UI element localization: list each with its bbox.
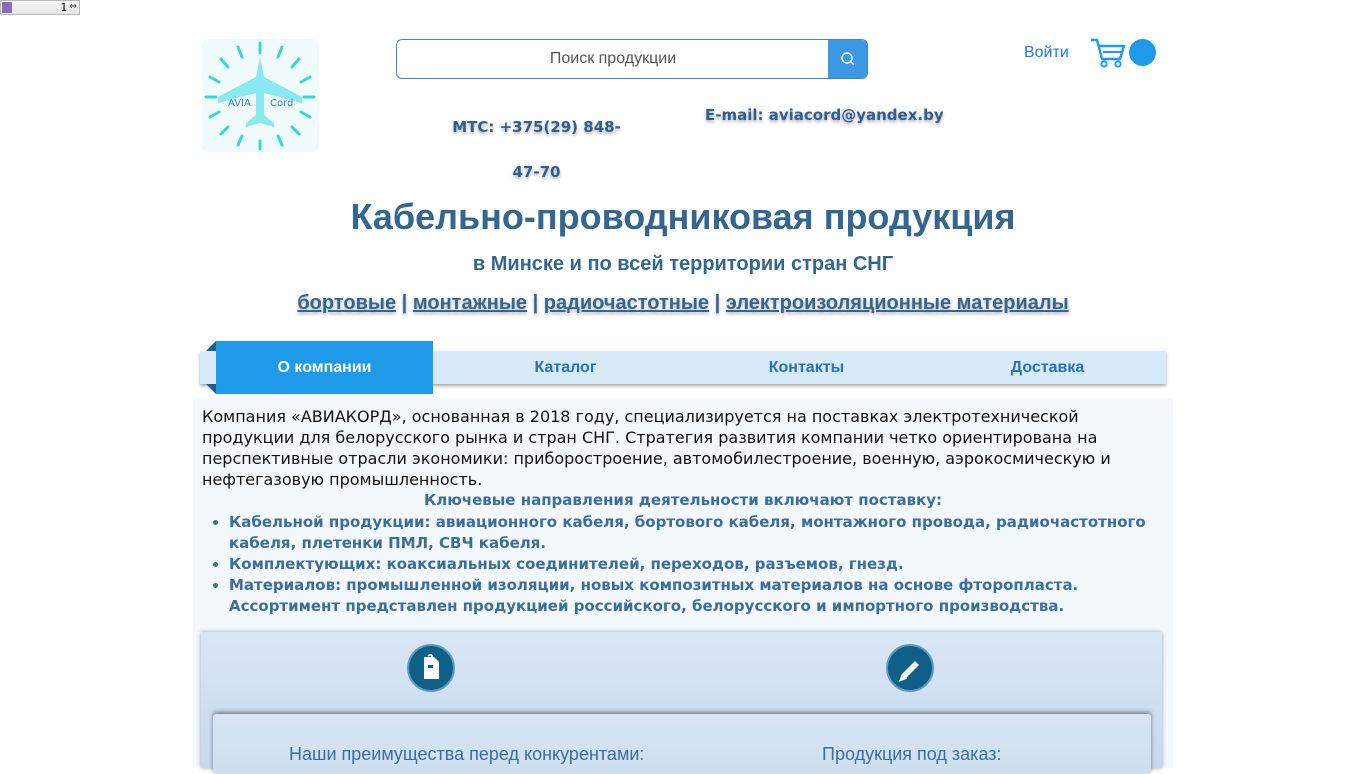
tab-delivery[interactable]: Доставка (1010, 358, 1085, 376)
about-intro: Компания «АВИАКОРД», основанная в 2018 году, специализируется на поставках электротехнической продукции для белорусского рынка и стран СНГ. Стратегия развития компании четко ориентирована на перспективные отрасли экономики: приборостроение, автомобилестроение, военную, аэрокосмическую и нефтегазовую промышленность. (202, 407, 1111, 489)
separator: | (401, 292, 408, 314)
list-item-text: Материалов: промышленной изоляции, новых композитных материалов на основе фторопласта. (229, 576, 1079, 594)
site-logo[interactable] (202, 39, 319, 152)
search-button[interactable] (828, 40, 867, 78)
page-title: Кабельно-проводниковая продукция (350, 196, 1016, 237)
cart-count-badge[interactable] (1129, 39, 1156, 66)
list-item: • Кабельной продукции: авиационного кабеля, бортового кабеля, монтажного провода, радиочастотного кабеля, плетенки ПМЛ, СВЧ кабеля. (229, 512, 1159, 554)
tab-fold-top (206, 341, 216, 351)
category-link-onboard[interactable]: бортовые (297, 292, 397, 314)
cart-icon (1089, 37, 1129, 69)
list-item (229, 575, 1159, 617)
category-link-radio[interactable]: радиочастотные (543, 292, 710, 314)
search-box (396, 39, 868, 79)
directions-title: Ключевые направления деятельности включают поставку: (423, 491, 943, 509)
email-contact[interactable]: E-mail: aviacord@yandex.by (705, 106, 944, 124)
separator: | (714, 292, 721, 314)
counter-logo-icon (2, 2, 12, 13)
features-panel (201, 632, 1162, 768)
category-link-insulation[interactable]: электроизоляционные материалы (725, 292, 1069, 314)
tab-contacts[interactable]: Контакты (768, 358, 845, 376)
page-subtitle: в Минске и по всей территории стран СНГ (472, 253, 894, 275)
phone-contact[interactable]: МТС: +375(29) 848-47-70 (452, 118, 621, 181)
directions-list (229, 512, 1159, 617)
logo-text-right: Cord (270, 98, 294, 109)
tab-fold-bottom (206, 384, 216, 394)
logo-text-left: AVIA (228, 98, 251, 109)
tab-catalog[interactable]: Каталог (534, 358, 597, 376)
category-links (0, 292, 1366, 315)
counter-value: 1 (60, 1, 67, 14)
assortment-note: Ассортимент представлен продукцией российского, белорусского и импортного производства. (229, 597, 1065, 615)
search-input[interactable] (397, 40, 829, 78)
search-icon (840, 51, 856, 67)
category-link-mounting[interactable]: монтажные (412, 292, 528, 314)
custom-order-label: Продукция под заказ: (822, 744, 1002, 764)
separator: | (532, 292, 539, 314)
login-link[interactable]: Войти (1024, 44, 1069, 61)
pencil-icon (886, 644, 934, 692)
visit-counter[interactable] (0, 0, 80, 15)
advantages-label: Наши преимущества перед конкурентами: (289, 744, 645, 764)
list-item: • Комплектующих: коаксиальных соединителей, переходов, разъемов, гнезд. (229, 554, 1159, 575)
cart-button[interactable] (1089, 37, 1129, 69)
document-icon (407, 644, 455, 692)
arrow-icon: ⇔ (69, 2, 77, 12)
tab-about[interactable]: О компании (216, 341, 433, 394)
